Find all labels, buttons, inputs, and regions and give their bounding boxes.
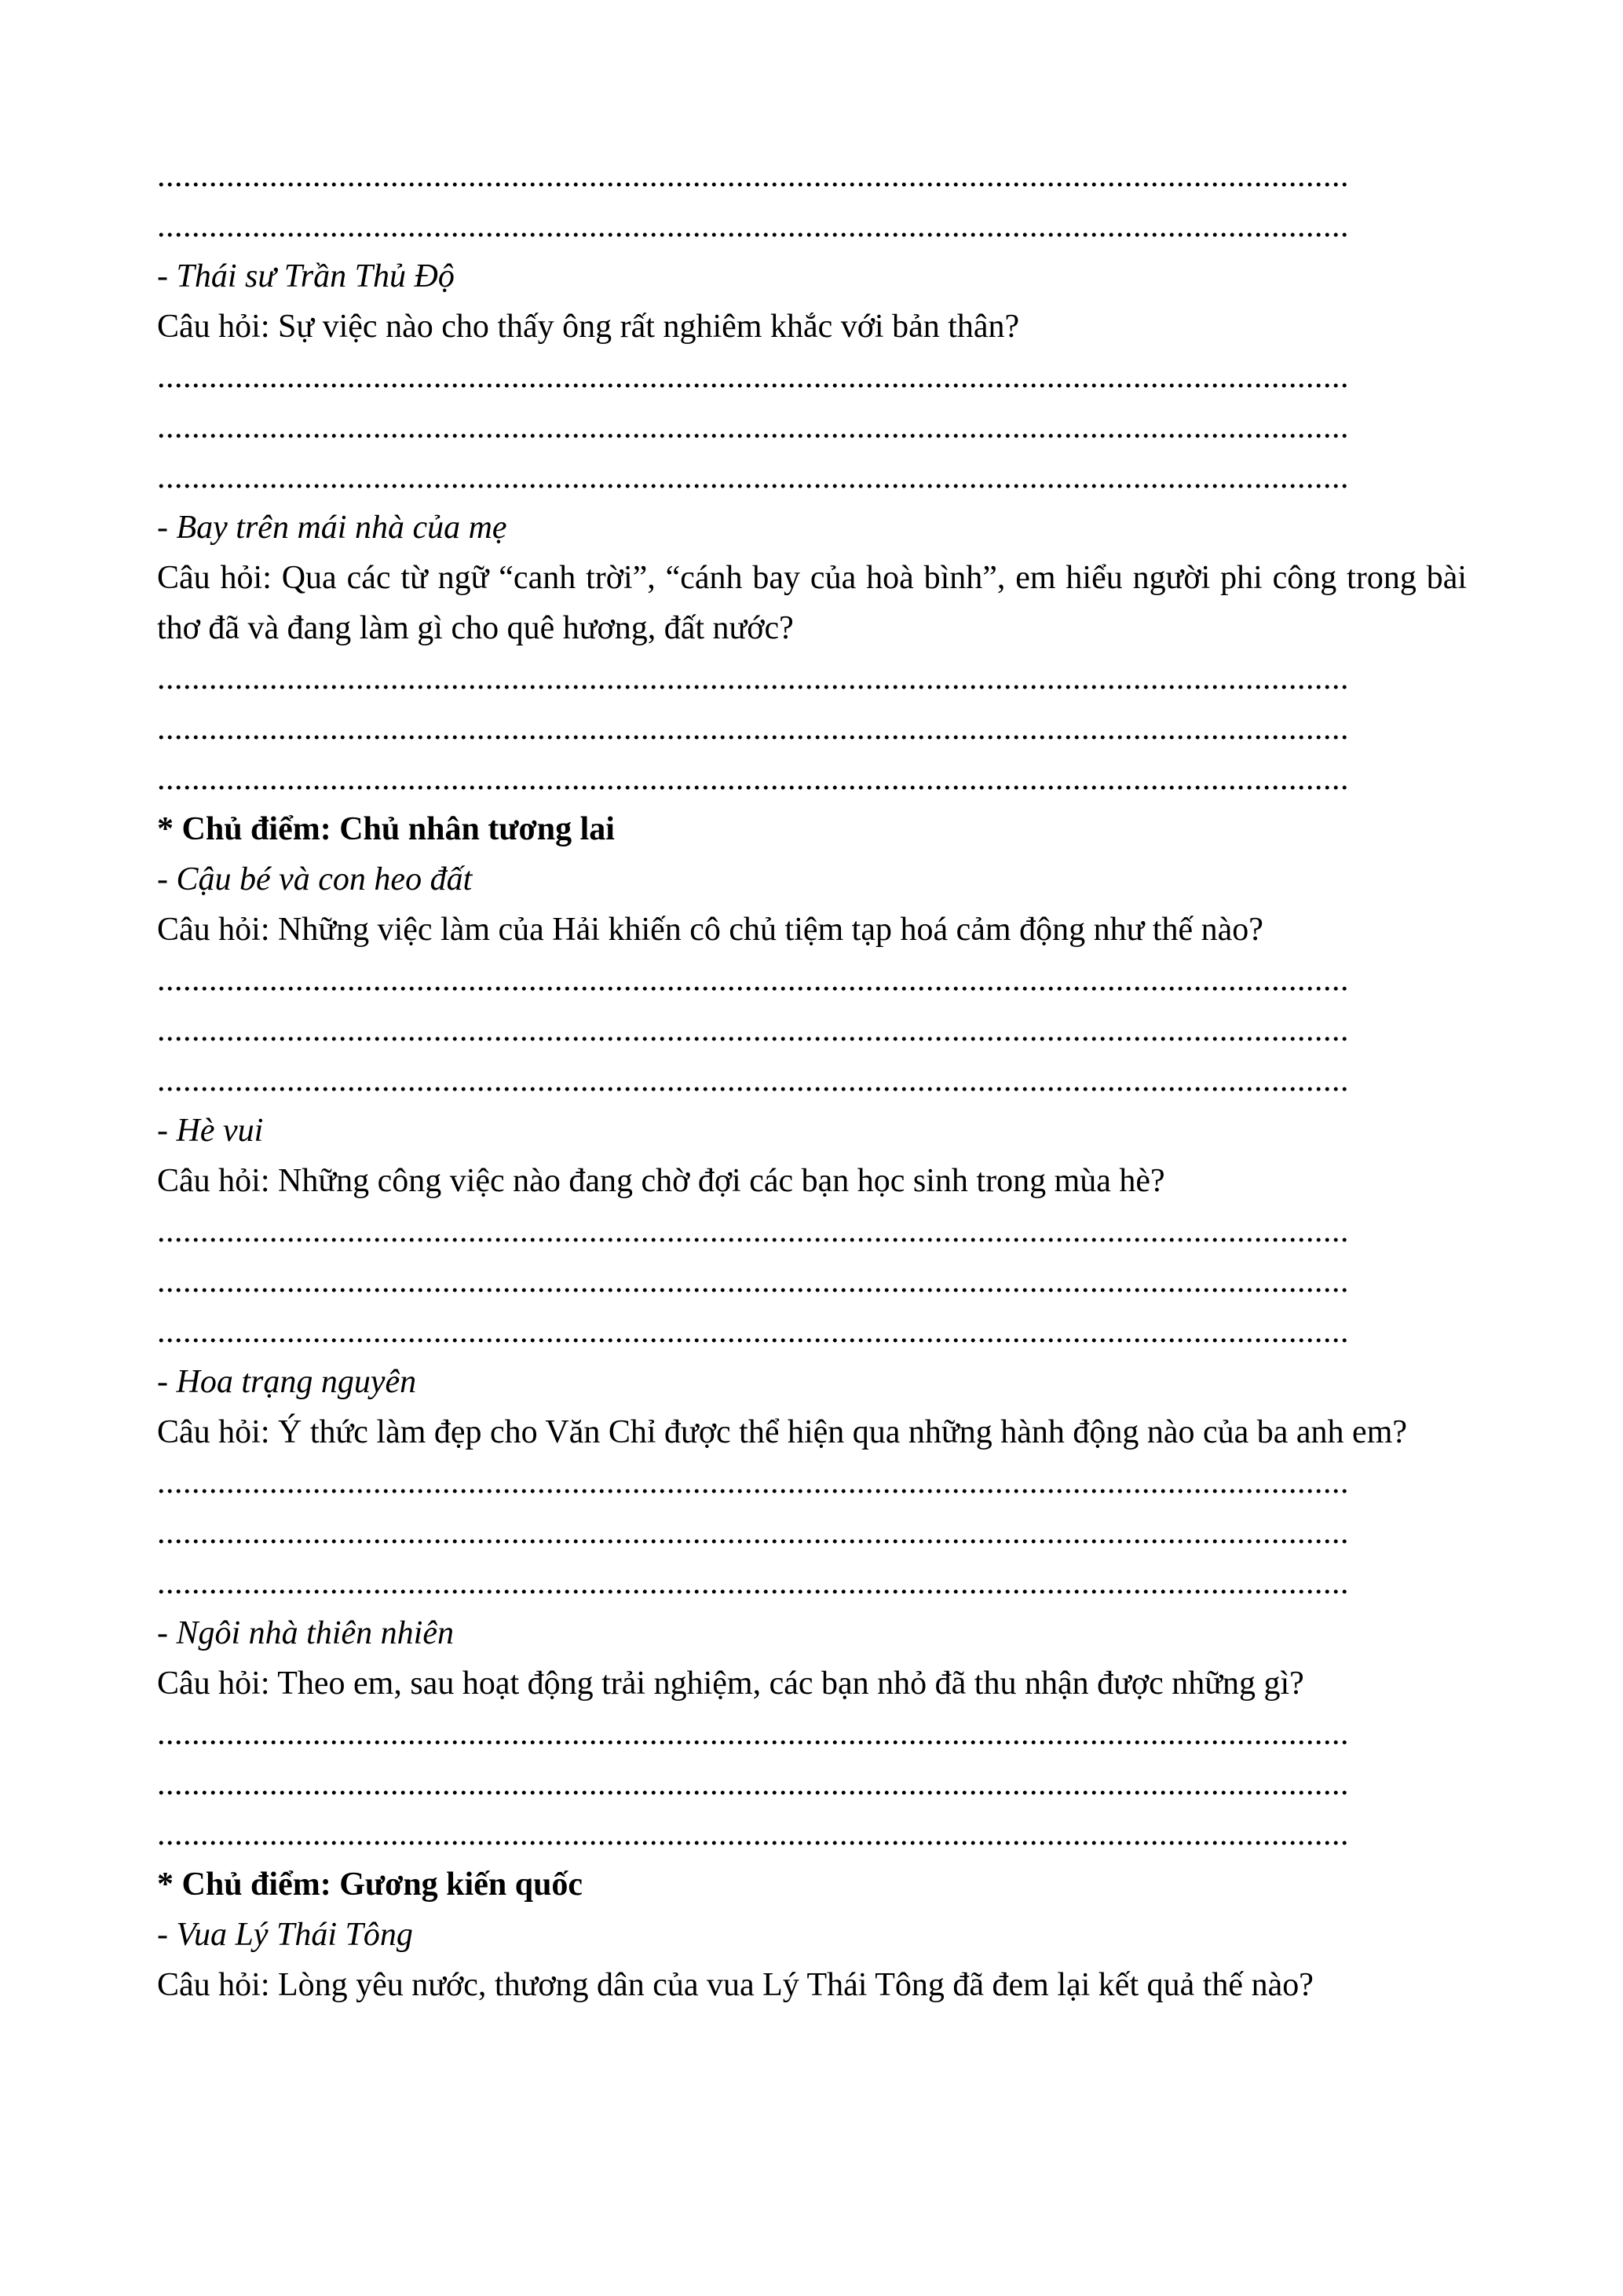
answer-line: .......................................................................................................................................... <box>157 1263 1349 1300</box>
answer-line: .......................................................................................................................................... <box>157 711 1349 747</box>
answer-line: .......................................................................................................................................... <box>157 1464 1349 1501</box>
lesson-title: - Hè vui <box>157 1113 264 1149</box>
document-page <box>157 151 1467 2010</box>
question-text: Câu hỏi: Những công việc nào đang chờ đợi các bạn học sinh trong mùa hè? <box>157 1163 1165 1199</box>
question-text: Câu hỏi: Qua các từ ngữ “canh trời”, “cánh bay của hoà bình”, em hiểu người phi công trong bài thơ đã và đang làm gì cho quê hương, đất nước? <box>157 560 1467 646</box>
answer-line: .......................................................................................................................................... <box>157 1565 1349 1601</box>
question-text: Câu hỏi: Ý thức làm đẹp cho Văn Chỉ được thể hiện qua những hành động nào của ba anh em? <box>157 1414 1408 1450</box>
question-text: Câu hỏi: Theo em, sau hoạt động trải nghiệm, các bạn nhỏ đã thu nhận được những gì? <box>157 1665 1304 1702</box>
answer-line: .......................................................................................................................................... <box>157 1314 1349 1350</box>
topic-heading: * Chủ điểm: Gương kiến quốc <box>157 1866 583 1903</box>
question-text: Câu hỏi: Sự việc nào cho thấy ông rất nghiêm khắc với bản thân? <box>157 309 1020 345</box>
answer-line: .......................................................................................................................................... <box>157 409 1349 445</box>
lesson-title: - Bay trên mái nhà của mẹ <box>157 510 507 546</box>
lesson-title: - Ngôi nhà thiên nhiên <box>157 1615 454 1651</box>
answer-line: .......................................................................................................................................... <box>157 660 1349 696</box>
question-text: Câu hỏi: Lòng yêu nước, thương dân của vua Lý Thái Tông đã đem lại kết quả thế nào? <box>157 1967 1314 2003</box>
lesson-title: - Thái sư Trần Thủ Độ <box>157 258 455 294</box>
answer-line: .......................................................................................................................................... <box>157 158 1349 194</box>
answer-line: .......................................................................................................................................... <box>157 1012 1349 1048</box>
answer-line: .......................................................................................................................................... <box>157 1816 1349 1852</box>
answer-line: .......................................................................................................................................... <box>157 1213 1349 1249</box>
topic-heading: * Chủ điểm: Chủ nhân tương lai <box>157 811 615 847</box>
question-text: Câu hỏi: Những việc làm của Hải khiến cô chủ tiệm tạp hoá cảm động như thế nào? <box>157 912 1263 948</box>
lesson-title: - Vua Lý Thái Tông <box>157 1917 413 1953</box>
answer-line: .......................................................................................................................................... <box>157 459 1349 495</box>
answer-line: .......................................................................................................................................... <box>157 1062 1349 1099</box>
answer-line: .......................................................................................................................................... <box>157 1766 1349 1802</box>
answer-line: .......................................................................................................................................... <box>157 208 1349 244</box>
answer-line: .......................................................................................................................................... <box>157 761 1349 797</box>
lesson-title: - Hoa trạng nguyên <box>157 1364 417 1400</box>
answer-line: .......................................................................................................................................... <box>157 1515 1349 1551</box>
answer-line: .......................................................................................................................................... <box>157 359 1349 395</box>
answer-line: .......................................................................................................................................... <box>157 1716 1349 1752</box>
lesson-title: - Cậu bé và con heo đất <box>157 861 473 898</box>
answer-line: .......................................................................................................................................... <box>157 962 1349 998</box>
